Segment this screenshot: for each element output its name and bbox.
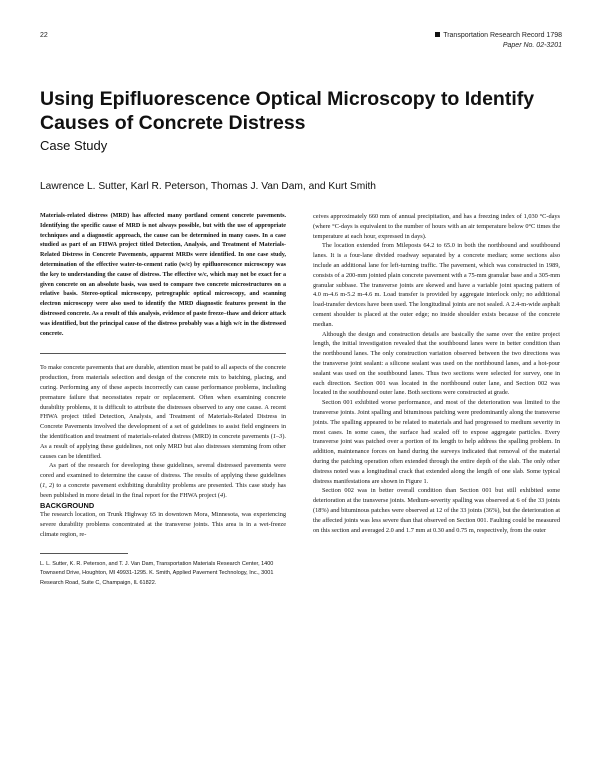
square-bullet-icon [435, 32, 440, 37]
intro-paragraph-1 [40, 363, 286, 461]
paper-number: Paper No. 02-3201 [502, 42, 562, 49]
intro-p2-text-end: ). [223, 491, 227, 499]
author-list: Lawrence L. Sutter, Karl R. Peterson, Thomas J. Van Dam, and Kurt Smith [40, 181, 376, 192]
abstract-divider [40, 353, 286, 354]
citation-ref: 1 [42, 481, 46, 489]
background-paragraph-5: Section 002 was in better overall condition than Section 001 but still exhibited some deterioration at the transverse joints. Medium-severity spalling was observed at 6 of the 33 joints (18%) and bituminous patches were observed at 12 of the 33 joints (36%), but the deterioration at the affected joints was less severe than that observed on Section 001. Faulting could be measured on this section and averaged 2.0 and 1.7 mm at 0.30 and 0.75 m, respectively, from the outer [313, 487, 560, 534]
abstract: Materials-related distress (MRD) has affected many portland cement concrete pavements. Identifying the specific cause of MRD is not always possible, but with the use of appropriate techniques and a diagnostic approach, the cause can be determined in many cases. In a case studied as part of an FHWA project titled Detection, Analysis, and Treatment of Materials-Related Distress in Concrete Pavements, apparent MRDs were identified. In one case study, determination of the effective water-to-cement ratio (w/c) by epifluorescence microscopy was the key to understanding the cause of distress. The effective w/c, which may not be exact for a given concrete on an absolute basis, was used to compare two concrete microstructures on a relative basis. Stereo-optical microscopy, petrographic optical microscopy, and scanning electron microscopy were also used to identify the MRD diagnostic features present in the distressed concrete. As a result of this analysis, evidence of paste freeze–thaw and deicer attack was identified, but the principal cause of the distress probably was a high w/c in the distressed concrete. [40, 213, 286, 337]
journal-name [435, 32, 562, 39]
background-paragraph-2: The location extended from Mileposts 64.2 to 65.0 in both the northbound and southbound lanes. It is a four-lane divided roadway separated by a concrete median; some sections also include an additional lane for left-turning traffic. The pavement, which was constructed in 1989, consists of a 200-mm jointed plain concrete pavement with a 75-mm granular base and a 305-mm granular subbase. The transverse joints are skewed and have a variable joint spacing pattern of 4.0 m-4.6 m-5.2 m-4.6 m. Load transfer is provided by aggregate interlock only; no additional load-transfer devices have been used. The longitudinal joints are not sealed. A 2.4-m-wide asphalt cement shoulder is placed at the outer edge; no inside shoulder exists because of the concrete median. [313, 242, 560, 328]
intro-p2-text-mid: ) to a concrete pavement exhibiting durability problems are presented. This case study has been published in more detail in the final report for the FHWA project ( [40, 481, 286, 499]
footnote-divider [40, 553, 128, 554]
background-paragraph-1-cont: ceives approximately 660 mm of annual precipitation, and has a freezing index of 1,030 °C-days (where °C-days is equivalent to the number of hours with an air temperature below 0°C times the temperature at each hour, expressed in days). [313, 213, 560, 240]
citation-ref: 2 [48, 481, 53, 489]
intro-p1-text: To make concrete pavements that are durable, attention must be paid to all aspects of the concrete production, from materials selection and design of the concrete mix to batching, placing, and curing. Performing any of these aspects incorrectly can cause performance problems, including premature failure that necessitates repair or replacement. Often when examining concrete durability problems, it is difficult to attribute the distresses observed to any one cause. A recent FHWA project titled Detection, Analysis, and Treatment of Materials-Related Distress in Concrete Pavements involved the development of a set of guidelines to assist field engineers in the identification and treatment of materials-related distress (MRD) in concrete pavements ( [40, 364, 286, 440]
background-paragraph-4: Section 001 exhibited worse performance, and most of the deterioration was limited to the transverse joints. Joint spalling and bituminous patching were predominantly along the transverse joints. The spalling appeared to be related to materials and had progressed to medium severity in most cases. In some cases, the surface had scaled off to expose aggregate particles. Every transverse joint was patched over a portion of its length to help address the spalling problem. In addition, maintenance forces on hand during the surveys indicated that removal of the material during the patching operation often extended through the entire depth of the slab. The only other distress noted was a longitudinal crack that extended along the length of one slab. Some typical distress manifestations are shown in Figure 1. [313, 399, 560, 485]
intro-paragraph-2 [40, 461, 286, 500]
citation-separator: , [45, 481, 49, 489]
background-paragraph-1: The research location, on Trunk Highway 65 in downtown Mora, Minnesota, was experiencing severe durability problems concentrated at the transverse joints. This area is in a wet-freeze climate region, re- [40, 511, 286, 538]
section-heading-background: BACKGROUND [40, 500, 95, 510]
left-column [40, 212, 286, 588]
article-title: Using Epifluorescence Optical Microscopy to Identify Causes of Concrete Distress [40, 88, 535, 134]
right-column [313, 212, 560, 535]
page-number: 22 [40, 32, 48, 39]
citation-ref: 1–3 [272, 432, 283, 440]
article-subtitle: Case Study [40, 138, 108, 153]
citation-ref: 4 [219, 491, 224, 499]
author-affiliation-footnote: L. L. Sutter, K. R. Peterson, and T. J. Van Dam, Transportation Materials Research Center, 1400 Townsend Drive, Houghton, MI 49931-1295. K. Smith, Applied Pavement Technology, Inc., 3001 Research Road, Suite C, Champaign, IL 61822. [40, 560, 274, 586]
intro-p2-text: As part of the research for developing these guidelines, several distressed pavements were cored and examined to determine the cause of distress. The results of applying these guidelines ( [40, 462, 286, 489]
journal-title: Transportation Research Record 1798 [443, 32, 562, 39]
intro-p1-text-end: ). As a result of applying these guidelines, not only MRD but also distresses stemming from other causes can be identified. [40, 432, 286, 460]
running-head [40, 31, 562, 49]
background-paragraph-3: Although the design and construction details are basically the same over the entire project length, the initial investigation revealed that the southbound lanes were in better condition than the northbound lanes. The only construction variation observed between the two directions was the transverse joint sealant: a silicone sealant was used on the northbound lanes, and a hot-pour sealant was used on the southbound lanes. Thus two sections were selected for survey, one in each direction. Section 001 was located in the northbound outer lane, and Section 002 was located in the southbound outer lane. Both sections were constructed at grade. [313, 330, 560, 397]
